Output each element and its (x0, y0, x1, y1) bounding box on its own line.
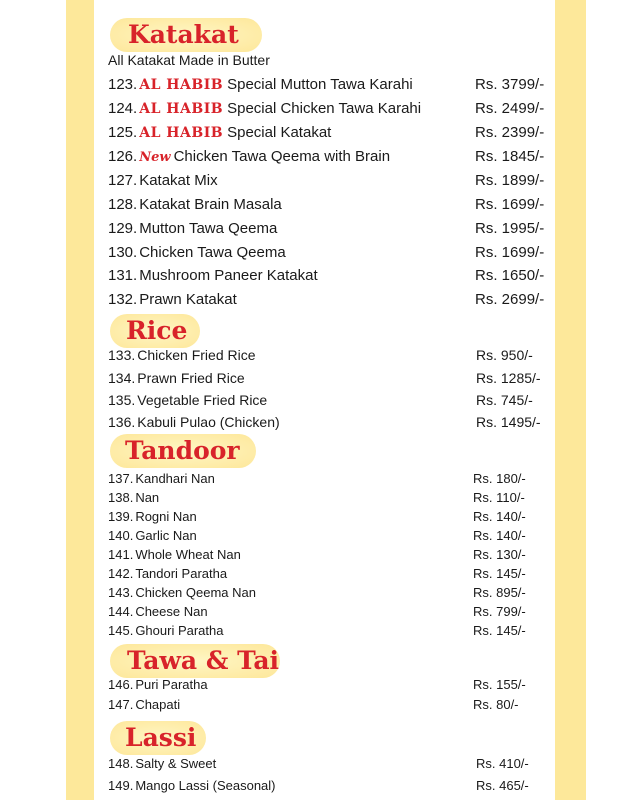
item-title: Mutton Tawa Qeema (139, 220, 278, 237)
item-number: 128. (108, 196, 138, 213)
item-name (108, 471, 215, 486)
item-number: 144. (108, 604, 134, 619)
item-title: Tandori Paratha (135, 566, 228, 581)
item-number: 134. (108, 370, 136, 386)
item-title: Mango Lassi (Seasonal) (135, 778, 276, 793)
item-number: 141. (108, 547, 134, 562)
item-number: 124. (108, 100, 138, 117)
rice-title: Rice (126, 316, 188, 345)
item-title: Kabuli Pulao (Chicken) (137, 414, 280, 430)
item-title: Mushroom Paneer Katakat (139, 267, 318, 284)
item-name (108, 566, 227, 581)
item-title: Chapati (135, 697, 181, 712)
item-number: 137. (108, 471, 134, 486)
item-price: Rs. 155/- (473, 677, 526, 692)
item-name (108, 585, 256, 600)
item-title: Katakat Mix (139, 172, 218, 189)
item-name (108, 490, 159, 505)
item-title: Rogni Nan (135, 509, 197, 524)
item-title: Kandhari Nan (135, 471, 215, 486)
item-title: Puri Paratha (135, 677, 208, 692)
brand-label: AL HABIB (139, 77, 224, 93)
item-name (108, 124, 331, 141)
item-number: 132. (108, 291, 138, 308)
item-price: Rs. 80/- (473, 697, 519, 712)
lassi-title: Lassi (125, 723, 197, 752)
item-price: Rs. 1650/- (475, 267, 545, 284)
item-name (108, 76, 413, 93)
item-title: Special Katakat (227, 124, 332, 141)
item-number: 139. (108, 509, 134, 524)
tandoor-title: Tandoor (125, 436, 240, 465)
item-title: Chicken Qeema Nan (135, 585, 256, 600)
item-number: 130. (108, 244, 138, 261)
item-title: Chicken Tawa Qeema (139, 244, 286, 261)
item-name (108, 172, 218, 189)
item-title: Prawn Fried Rice (137, 370, 245, 386)
item-price: Rs. 1995/- (475, 220, 545, 237)
item-number: 129. (108, 220, 138, 237)
item-name (108, 697, 180, 712)
item-title: Chicken Fried Rice (137, 347, 256, 363)
item-number: 142. (108, 566, 134, 581)
item-price: Rs. 2499/- (475, 100, 545, 117)
brand-label: AL HABIB (139, 101, 224, 117)
item-number: 143. (108, 585, 134, 600)
item-name (108, 509, 197, 524)
item-price: Rs. 2699/- (475, 291, 545, 308)
item-number: 123. (108, 76, 138, 93)
item-title: Salty & Sweet (135, 756, 217, 771)
item-title: Nan (135, 490, 160, 505)
item-title: Whole Wheat Nan (135, 547, 241, 562)
item-price: Rs. 895/- (473, 585, 526, 600)
item-name (108, 756, 216, 771)
item-name (108, 547, 241, 562)
brand-label: AL HABIB (139, 125, 224, 141)
item-name (108, 244, 286, 261)
item-name (108, 778, 276, 793)
item-number: 125. (108, 124, 138, 141)
item-number: 140. (108, 528, 134, 543)
item-number: 136. (108, 414, 136, 430)
tawa-tai-title: Tawa & Tai (127, 646, 280, 675)
item-price: Rs. 1899/- (475, 172, 545, 189)
item-number: 146. (108, 677, 134, 692)
katakat-title: Katakat (128, 20, 239, 49)
item-price: Rs. 3799/- (475, 76, 545, 93)
item-name (108, 623, 223, 638)
item-title: Garlic Nan (135, 528, 197, 543)
item-title: Vegetable Fried Rice (137, 392, 268, 408)
item-price: Rs. 1495/- (476, 414, 541, 430)
item-name (108, 528, 197, 543)
item-title: Katakat Brain Masala (139, 196, 282, 213)
item-number: 138. (108, 490, 134, 505)
item-title: Ghouri Paratha (135, 623, 224, 638)
left-decor-band (66, 0, 94, 800)
item-name (108, 267, 318, 284)
item-name (108, 414, 280, 430)
item-name (108, 347, 256, 363)
item-number: 133. (108, 347, 136, 363)
right-decor-band (555, 0, 586, 800)
item-name (108, 677, 208, 692)
item-price: Rs. 1699/- (475, 196, 545, 213)
item-price: Rs. 130/- (473, 547, 526, 562)
item-name (108, 220, 277, 237)
item-price: Rs. 410/- (476, 756, 529, 771)
item-price: Rs. 145/- (473, 566, 526, 581)
item-name (108, 392, 267, 408)
item-price: Rs. 2399/- (475, 124, 545, 141)
item-title: Prawn Katakat (139, 291, 237, 308)
item-title: Chicken Tawa Qeema with Brain (173, 148, 391, 165)
item-price: Rs. 140/- (473, 528, 526, 543)
item-number: 127. (108, 172, 138, 189)
new-tag: New (139, 150, 171, 165)
item-price: Rs. 180/- (473, 471, 526, 486)
item-price: Rs. 145/- (473, 623, 526, 638)
item-price: Rs. 799/- (473, 604, 526, 619)
item-price: Rs. 110/- (473, 490, 525, 505)
item-price: Rs. 950/- (476, 347, 533, 363)
item-name (108, 100, 421, 117)
item-price: Rs. 140/- (473, 509, 526, 524)
item-price: Rs. 745/- (476, 392, 533, 408)
item-price: Rs. 1285/- (476, 370, 541, 386)
item-title: Special Chicken Tawa Karahi (227, 100, 422, 117)
item-price: Rs. 1699/- (475, 244, 545, 261)
item-number: 148. (108, 756, 134, 771)
item-price: Rs. 1845/- (475, 148, 545, 165)
item-number: 131. (108, 267, 138, 284)
item-title: Special Mutton Tawa Karahi (227, 76, 413, 93)
item-price: Rs. 465/- (476, 778, 529, 793)
item-name (108, 370, 245, 386)
item-number: 147. (108, 697, 134, 712)
item-number: 135. (108, 392, 136, 408)
item-number: 145. (108, 623, 134, 638)
item-name (108, 148, 390, 165)
item-title: Cheese Nan (135, 604, 208, 619)
katakat-note: All Katakat Made in Butter (108, 52, 270, 68)
item-number: 126. (108, 148, 138, 165)
item-number: 149. (108, 778, 134, 793)
item-name (108, 291, 237, 308)
item-name (108, 196, 282, 213)
item-name (108, 604, 208, 619)
